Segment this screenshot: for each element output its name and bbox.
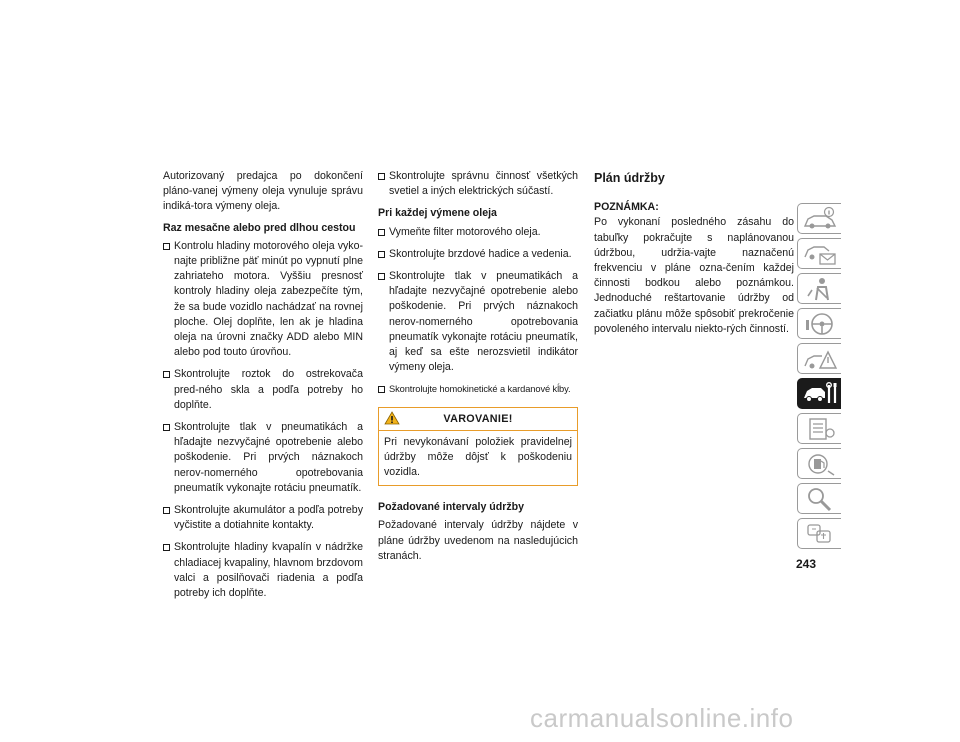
column-middle <box>378 169 578 570</box>
checkbox-icon <box>378 229 385 236</box>
list-item: Skontrolujte hladiny kvapalín v nádržke chladiacej kvapaliny, hlavnom brzdovom valci a posilňovači riadenia a podľa potreby ich doplňte. <box>163 540 363 601</box>
magnifier-icon <box>802 486 838 512</box>
column-left <box>163 169 363 608</box>
lights-checklist <box>378 169 578 199</box>
seat-belt-icon <box>802 276 838 302</box>
column-right <box>594 169 794 343</box>
note-label: POZNÁMKA: <box>594 201 659 214</box>
warning-box <box>378 407 578 487</box>
checkbox-icon <box>378 173 385 180</box>
list-item: Skontrolujte správnu činnosť všetkých svetiel a iných elektrických súčastí. <box>378 169 578 199</box>
intro-paragraph: Autorizovaný predajca po dokončení pláno-vanej výmeny oleja vynuluje správu indiká-tora výmeny oleja. <box>163 170 363 213</box>
tab-car-mail[interactable] <box>797 238 841 269</box>
tab-specifications[interactable] <box>797 413 841 444</box>
monthly-checklist <box>163 239 363 601</box>
tab-search[interactable] <box>797 483 841 514</box>
fuel-pump-icon <box>802 451 838 477</box>
tab-language[interactable] <box>797 518 841 549</box>
warning-title: VAROVANIE! <box>443 412 513 425</box>
page-number: 243 <box>796 557 817 571</box>
tab-maintenance[interactable] <box>797 378 841 409</box>
tab-car-warning[interactable] <box>797 343 841 374</box>
warning-header <box>379 408 577 431</box>
section-heading-oil-change: Pri každej výmene oleja <box>378 207 497 220</box>
tab-fuel[interactable] <box>797 448 841 479</box>
watermark: carmanualsonline.info <box>530 703 794 733</box>
section-heading-intervals: Požadované intervaly údržby <box>378 501 525 514</box>
checkbox-icon <box>163 424 170 431</box>
specifications-list-icon <box>802 416 838 442</box>
note-paragraph: Po vykonaní posledného zásahu do tabuľky pokračujte s naplánovanou údržbou, udržia-vajte naznačenú frekvenciu v pláne ozna-čením každej činnosti bodkou alebo poznámkou. Jednoduché reštartovanie údržby od začiatku plánu môže spôsobiť prekročenie povoleného intervalu niekto-rých činností. <box>594 216 794 335</box>
list-item: Kontrolu hladiny motorového oleja vyko-najte približne päť minút po vypnutí plne zahriateho motora. Vyššiu presnosť kontroly hladiny oleja zabezpečíte tým, že sa bude vozidlo nachádzať na rovnej ploche. Olej doplňte, len ak je hladina oleja na úrovni značky ADD alebo MIN alebo pod touto úrovňou. <box>163 239 363 361</box>
oil-change-checklist <box>378 225 578 398</box>
list-item: Skontrolujte tlak v pneumatikách a hľadajte nezvyčajné opotrebenie alebo poškodenie. Pri prvých náznakoch nerov-nomerného opotrebovania pneumatík vykonajte rotáciu pneumatík, aj keď sa ešte nerozsvietil indikátor výmeny oleja. <box>378 269 578 375</box>
car-warning-icon <box>802 346 838 372</box>
tab-steering[interactable] <box>797 308 841 339</box>
car-info-icon <box>802 206 838 232</box>
list-item: Skontrolujte brzdové hadice a vedenia. <box>378 247 578 262</box>
checkbox-icon <box>163 371 170 378</box>
car-maintenance-icon <box>802 381 838 407</box>
list-item: Skontrolujte roztok do ostrekovača pred-ného skla a podľa potreby ho doplňte. <box>163 367 363 413</box>
list-item: Skontrolujte akumulátor a podľa potreby vyčistite a dotiahnite kontakty. <box>163 503 363 533</box>
language-icon <box>802 521 838 547</box>
checkbox-icon <box>163 507 170 514</box>
car-mail-icon <box>802 241 838 267</box>
page-title: Plán údržby <box>594 171 665 185</box>
checkbox-icon <box>378 386 385 393</box>
checkbox-icon <box>163 544 170 551</box>
list-item: Vymeňte filter motorového oleja. <box>378 225 578 240</box>
steering-wheel-icon <box>802 311 838 337</box>
checkbox-icon <box>163 243 170 250</box>
tab-seat-belt[interactable] <box>797 273 841 304</box>
tab-car-info[interactable] <box>797 203 841 234</box>
checkbox-icon <box>378 251 385 258</box>
list-item: Skontrolujte homokinetické a kardanové kĺby. <box>378 382 578 397</box>
list-item: Skontrolujte tlak v pneumatikách a hľadajte nezvyčajné opotrebenie alebo poškodenie. Pri prvých náznakoch nerov-nomerného opotrebovania pneumatík vykonajte rotáciu pneumatík. <box>163 420 363 496</box>
checkbox-icon <box>378 273 385 280</box>
section-heading-monthly: Raz mesačne alebo pred dlhou cestou <box>163 221 356 234</box>
warning-text: Pri nevykonávaní položiek pravidelnej údržby môže dôjsť k poškodeniu vozidla. <box>384 435 572 479</box>
intervals-paragraph: Požadované intervaly údržby nájdete v pláne údržby uvedenom na nasledujúcich stranách. <box>378 519 578 562</box>
warning-triangle-icon <box>384 411 400 433</box>
